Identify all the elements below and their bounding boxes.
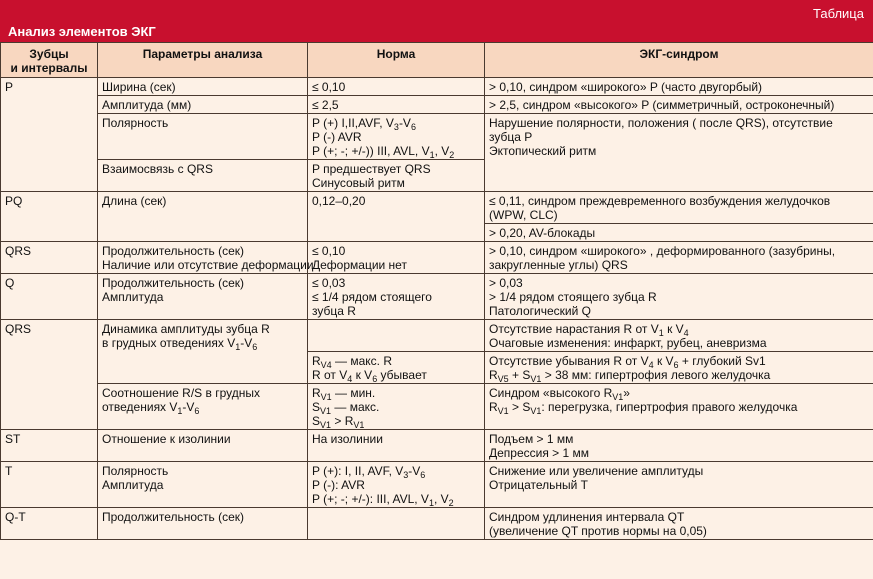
param-cell: Ширина (сек) <box>98 78 308 96</box>
norm-cell: P (+): I, II, AVF, $V_3-V_6$ P (-): AVR P (+; -; +/-): III, AVL, $V_1$, $V_2$ <box>308 462 485 508</box>
norm-cell: ≤ 0,10 Деформации нет <box>308 242 485 274</box>
norm-cell: ≤ 0,03 ≤ 1/4 рядом стоящего зубца R <box>308 274 485 320</box>
syndrome-cell: > 0,03 > 1/4 рядом стоящего зубца R Патологический Q <box>485 274 873 320</box>
column-header-waves: Зубцы и интервалы <box>1 43 98 78</box>
norm-cell: На изолинии <box>308 430 485 462</box>
table-row <box>1 384 873 430</box>
param-cell: Полярность <box>98 114 308 160</box>
table-label: Таблица <box>813 6 864 21</box>
row-label: T <box>1 462 98 508</box>
syndrome-cell: Нарушение полярности, положения ( после QRS), отсутствие зубца P Эктопический ритм <box>485 114 873 192</box>
syndrome-cell: Подъем > 1 мм Депрессия > 1 мм <box>485 430 873 462</box>
table-row <box>1 96 873 114</box>
norm-cell: P (+) I,II,AVF, $V_3-V_6$ P (-) AVR P (+; -; +/-)) III, AVL, $V_1$, $V_2$ <box>308 114 485 160</box>
table-header-banner <box>0 0 873 42</box>
param-cell: Длина (сек) <box>98 192 308 242</box>
syndrome-cell: Синдром «высокого $R_{V1}$» $R_{V1} > S_{V1}$: перегрузка, гипертрофия правого желудочка <box>485 384 873 430</box>
norm-cell: ≤ 2,5 <box>308 96 485 114</box>
param-cell: Полярность Амплитуда <box>98 462 308 508</box>
table-row <box>1 78 873 96</box>
param-cell: Продолжительность (сек) Амплитуда <box>98 274 308 320</box>
table-row <box>1 320 873 352</box>
syndrome-cell: ≤ 0,11, синдром преждевременного возбуждения желудочков (WPW, CLC) <box>485 192 873 224</box>
row-label: QRS <box>1 242 98 274</box>
syndrome-cell: > 0,10, синдром «широкого» P (часто двугорбый) <box>485 78 873 96</box>
norm-cell: $R_{V1}$ — мин. $S_{V1}$ — макс. $S_{V1} > R_{V1}$ <box>308 384 485 430</box>
table-row <box>1 462 873 508</box>
param-cell: Динамика амплитуды зубца R в грудных отведениях $V_1-V_6$ <box>98 320 308 384</box>
param-cell: Амплитуда (мм) <box>98 96 308 114</box>
syndrome-cell: > 0,10, синдром «широкого» , деформированного (зазубрины, закругленные углы) QRS <box>485 242 873 274</box>
syndrome-cell: Отсутствие убывания R от $V_4$ к $V_6$ + глубокий Sv1 $R_{V5} + S_{V1} > 38$ мм: гипертрофия левого желудочка <box>485 352 873 384</box>
table-row <box>1 274 873 320</box>
norm-cell: P предшествует QRS Синусовый ритм <box>308 160 485 192</box>
syndrome-cell: Отсутствие нарастания R от $V_1$ к $V_4$ Очаговые изменения: инфаркт, рубец, аневризма <box>485 320 873 352</box>
column-header-row <box>1 43 873 78</box>
row-label: Q-T <box>1 508 98 540</box>
row-label: PQ <box>1 192 98 242</box>
ekg-analysis-table <box>0 42 873 540</box>
row-label: Q <box>1 274 98 320</box>
param-cell: Продолжительность (сек) <box>98 508 308 540</box>
param-cell: Продолжительность (сек) Наличие или отсутствие деформации <box>98 242 308 274</box>
column-header-norm: Норма <box>308 43 485 78</box>
norm-cell <box>308 508 485 540</box>
syndrome-cell: Синдром удлинения интервала QT (увеличение QT против нормы на 0,05) <box>485 508 873 540</box>
norm-cell: ≤ 0,10 <box>308 78 485 96</box>
norm-cell: 0,12–0,20 <box>308 192 485 242</box>
table-title: Анализ элементов ЭКГ <box>8 24 156 39</box>
table-row <box>1 242 873 274</box>
syndrome-cell: Снижение или увеличение амплитуды Отрицательный T <box>485 462 873 508</box>
param-cell: Соотношение R/S в грудных отведениях $V_1-V_6$ <box>98 384 308 430</box>
table-row <box>1 508 873 540</box>
table-row <box>1 114 873 160</box>
table-row <box>1 192 873 224</box>
syndrome-cell: > 0,20, AV-блокады <box>485 224 873 242</box>
table-row <box>1 430 873 462</box>
row-label: QRS <box>1 320 98 430</box>
norm-cell <box>308 320 485 352</box>
column-header-syndrome: ЭКГ-синдром <box>485 43 873 78</box>
syndrome-cell: > 2,5, синдром «высокого» P (симметричный, остроконечный) <box>485 96 873 114</box>
column-header-parameters: Параметры анализа <box>98 43 308 78</box>
row-label: ST <box>1 430 98 462</box>
param-cell: Отношение к изолинии <box>98 430 308 462</box>
row-label: P <box>1 78 98 192</box>
norm-cell: $R_{V4}$ — макс. R R от $V_4$ к $V_6$ убывает <box>308 352 485 384</box>
param-cell: Взаимосвязь с QRS <box>98 160 308 192</box>
